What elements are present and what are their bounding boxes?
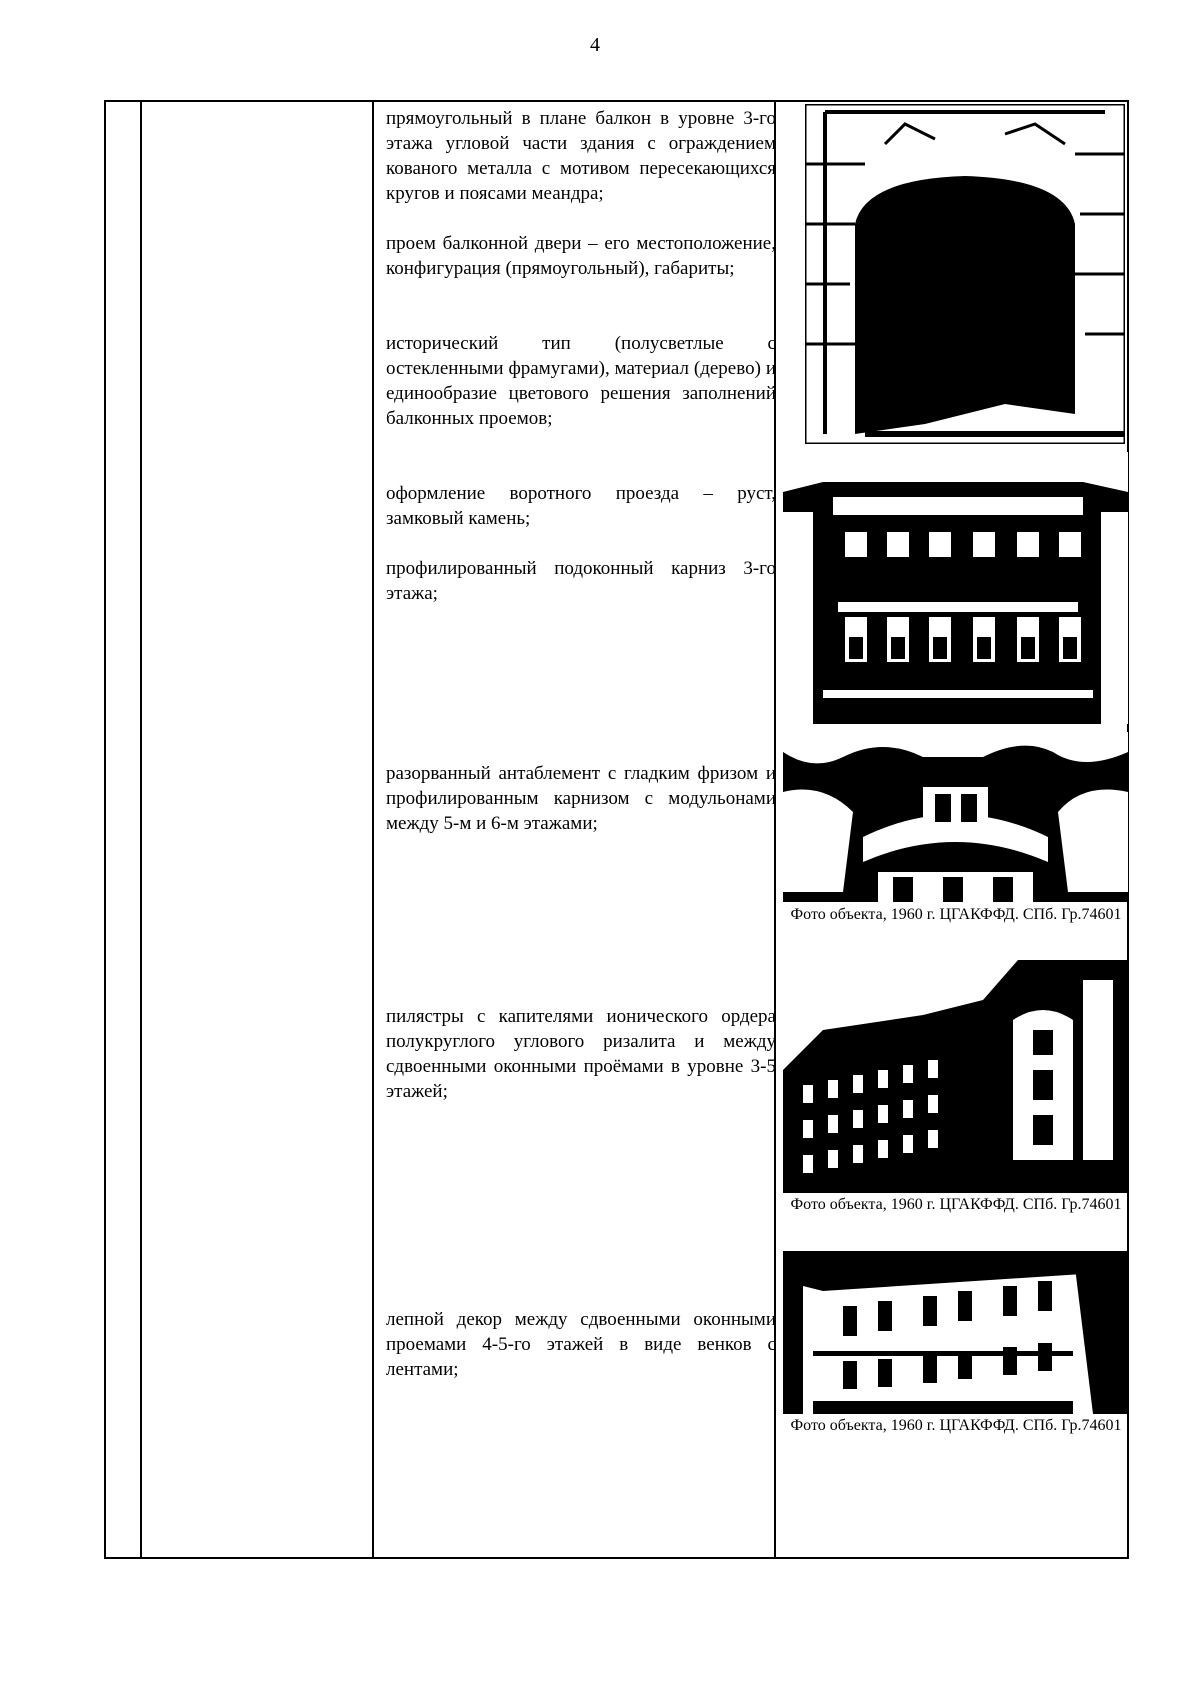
- corner-entablature-photo: [783, 732, 1128, 902]
- description-item: оформление воротного проезда – руст, замковый камень;: [386, 483, 776, 529]
- description-item: лепной декор между сдвоенными оконными проемами 4-5-го этажей в виде венков с лентами;: [386, 1309, 776, 1380]
- description-item: проем балконной двери – его местоположение, конфигурация (прямоугольный), габариты;: [386, 233, 776, 279]
- corner-building-photo: [783, 960, 1128, 1193]
- description-item: пилястры с капителями ионического ордера полукруглого углового ризалита и между сдвоенными оконными проёмами в уровне 3-5 этажей;: [386, 1006, 776, 1102]
- description-item: профилированный подоконный карниз 3-го этажа;: [386, 558, 776, 604]
- page-number: 4: [590, 34, 600, 56]
- photo-caption: Фото объекта, 1960 г. ЦГАКФФД. СПб. Гр.74601: [790, 906, 1122, 923]
- column-divider: [140, 102, 142, 1557]
- facade-decor-photo: [783, 1251, 1128, 1414]
- description-item: прямоугольный в плане балкон в уровне 3-го этажа угловой части здания с ограждением кованого металла с мотивом пересекающихся кругов и поясами меандра;: [386, 108, 776, 204]
- photo-caption: Фото объекта, 1960 г. ЦГАКФФД. СПб. Гр.74601: [790, 1196, 1122, 1213]
- facade-windows-photo: [783, 452, 1128, 724]
- document-table: [104, 100, 1129, 1559]
- photo-caption: Фото объекта, 1960 г. ЦГАКФФД. СПб. Гр.74601: [790, 1417, 1122, 1434]
- description-item: исторический тип (полусветлые с остекленными фрамугами), материал (дерево) и единообразие цветового решения заполнений балконных проемов;: [386, 333, 776, 429]
- description-item: разорванный антаблемент с гладким фризом и профилированным карнизом с модульонами между 5-м и 6-м этажами;: [386, 763, 776, 834]
- column-divider: [372, 102, 374, 1557]
- gate-archway-photo: [805, 104, 1125, 444]
